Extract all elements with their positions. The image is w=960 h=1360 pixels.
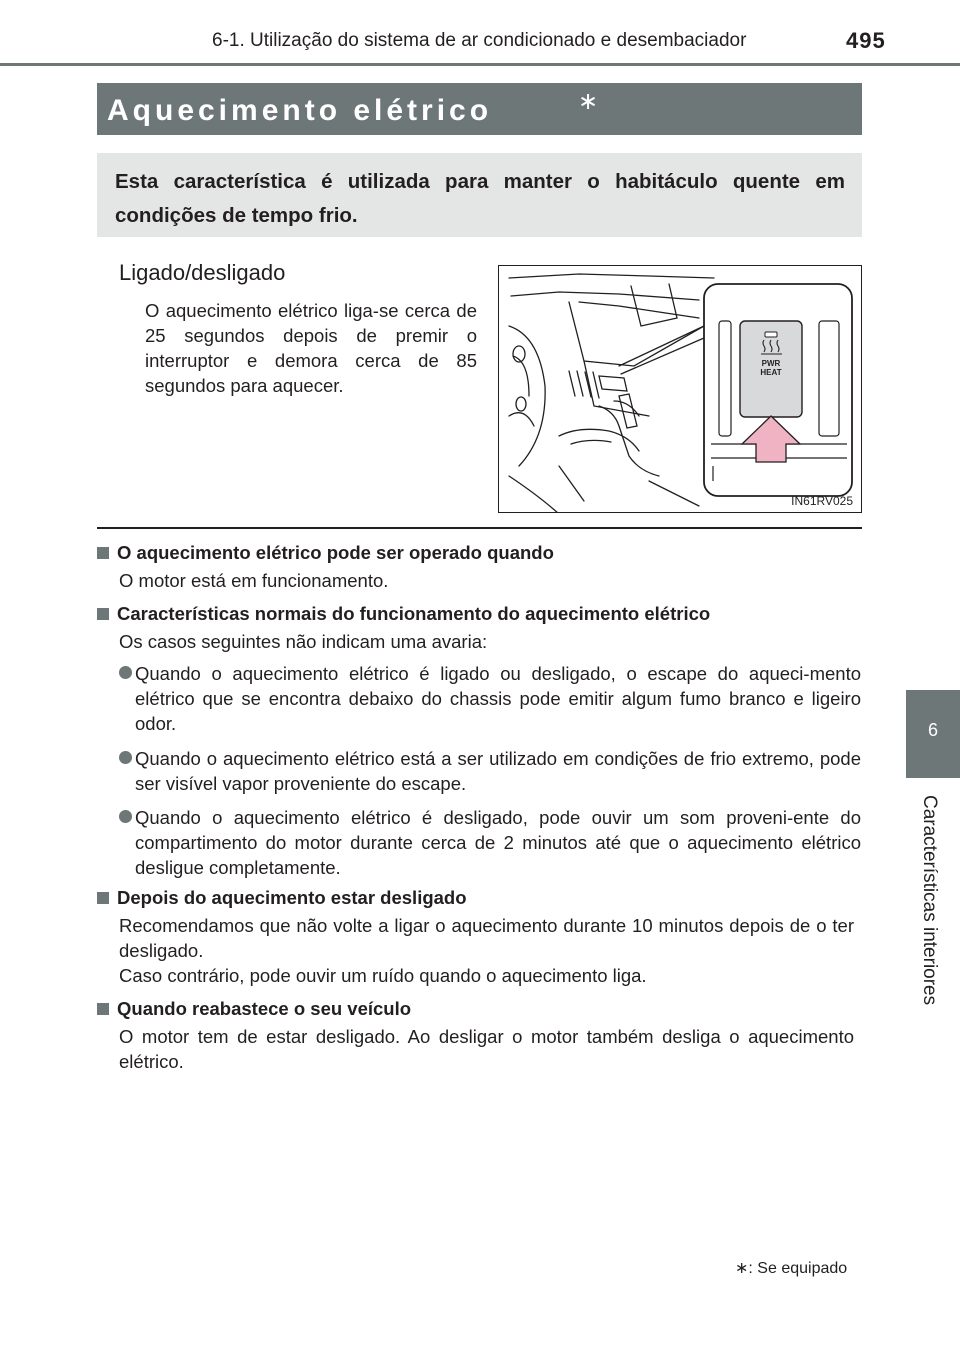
square-bullet-icon xyxy=(97,1003,109,1015)
page-header xyxy=(0,0,960,66)
chapter-tab xyxy=(906,690,960,778)
note-body: Caso contrário, pode ouvir um ruído quando o aquecimento liga. xyxy=(119,965,647,986)
switch-label-line1: PWR xyxy=(761,359,781,368)
round-bullet-icon xyxy=(119,810,132,823)
header-rule xyxy=(0,63,960,66)
chapter-tab-label xyxy=(918,795,942,1035)
round-bullet-icon xyxy=(119,666,132,679)
chapter-tab-label-text: Características interiores xyxy=(919,795,940,1006)
chapter-tab-number: 6 xyxy=(927,720,938,740)
footnote: ∗: Se equipado xyxy=(735,1260,848,1277)
section-title-bar xyxy=(97,83,862,135)
intro-box xyxy=(97,153,862,237)
square-bullet-icon xyxy=(97,608,109,620)
note-title: Características normais do funcionamento do aquecimento elétrico xyxy=(117,603,711,624)
note-title: O aquecimento elétrico pode ser operado quando xyxy=(117,542,554,563)
note-title: Depois do aquecimento estar desligado xyxy=(117,887,467,908)
list-item-text: Quando o aquecimento elétrico é desligado, pode ouvir um som proveni-ente do compartimento do motor durante cerca de 2 minutos até que o aquecimento elétrico desligue completamente. xyxy=(135,807,861,878)
note-body: O motor tem de estar desligado. Ao desligar o motor também desliga o aquecimento elétrico. xyxy=(119,1026,854,1072)
note-body: O motor está em funcionamento. xyxy=(119,570,389,591)
section-title: Aquecimento elétrico xyxy=(107,94,493,127)
note-body: Recomendamos que não volte a ligar o aquecimento durante 10 minutos depois de o ter desligado. xyxy=(119,915,854,961)
switch-heading: Ligado/desligado xyxy=(119,260,286,285)
dashboard-drawing xyxy=(499,266,862,513)
round-bullet-icon xyxy=(119,751,132,764)
pwr-heat-switch-illustration xyxy=(498,265,862,513)
note-title: Quando reabastece o seu veículo xyxy=(117,998,412,1019)
note-body: Os casos seguintes não indicam uma avaria: xyxy=(119,631,488,652)
square-bullet-icon xyxy=(97,547,109,559)
chapter-title: 6-1. Utilização do sistema de ar condicionado e desembaciador xyxy=(212,30,747,51)
square-bullet-icon xyxy=(97,892,109,904)
equipped-mark: ∗ xyxy=(578,88,599,115)
section-divider xyxy=(97,527,862,529)
switch-label-line2: HEAT xyxy=(760,368,782,377)
intro-text: Esta característica é utilizada para manter o habitáculo quente em condições de tempo frio. xyxy=(115,170,845,227)
figure-code: IN61RV025 xyxy=(791,494,853,508)
page-number: 495 xyxy=(846,28,886,53)
switch-description: O aquecimento elétrico liga-se cerca de 25 segundos depois de premir o interruptor e demora cerca de 85 segundos para aquecer. xyxy=(145,300,477,396)
list-item-text: Quando o aquecimento elétrico é ligado ou desligado, o escape do aqueci-mento elétrico que se encontra debaixo do chassis pode emitir algum fumo branco e ligeiro odor. xyxy=(135,663,861,734)
list-item-text: Quando o aquecimento elétrico está a ser utilizado em condições de frio extremo, pode ser visível vapor proveniente do escape. xyxy=(135,748,861,794)
